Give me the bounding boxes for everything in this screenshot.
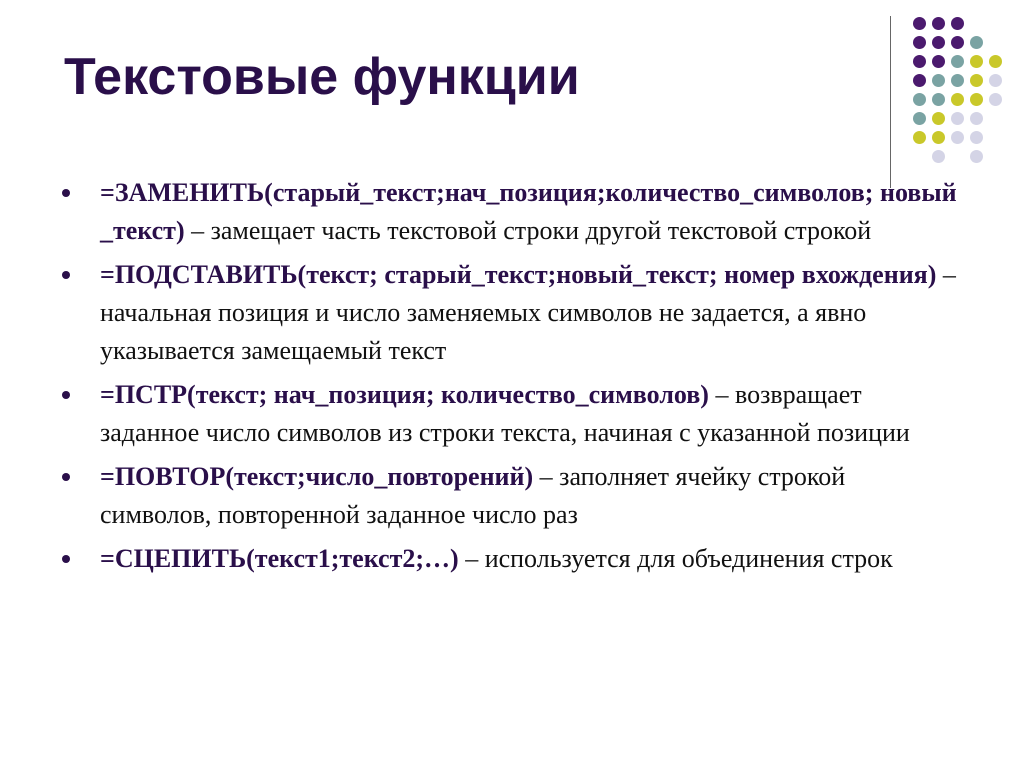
- dot: [951, 131, 964, 144]
- function-formula: =ЗАМЕНИТЬ(старый_текст;нач_позиция;количество_символов; новый_текст): [100, 178, 957, 245]
- dot: [989, 55, 1002, 68]
- bullet-item: [60, 540, 960, 578]
- dot: [913, 55, 926, 68]
- function-description: – возвращает заданное число символов из строки текста, начиная с указанной позиции: [100, 380, 910, 447]
- function-formula: =ПСТР(текст; нач_позиция; количество_символов): [100, 380, 709, 409]
- dot: [932, 93, 945, 106]
- dot: [951, 55, 964, 68]
- dot: [951, 93, 964, 106]
- dot: [951, 36, 964, 49]
- function-description: – заполняет ячейку строкой символов, повторенной заданное число раз: [100, 462, 846, 529]
- dot: [932, 55, 945, 68]
- decorative-divider-line: [890, 16, 891, 188]
- dot: [913, 131, 926, 144]
- dot: [970, 131, 983, 144]
- dot: [989, 93, 1002, 106]
- function-formula: =ПОДСТАВИТЬ(текст; старый_текст;новый_текст; номер вхождения): [100, 260, 937, 289]
- function-description: – начальная позиция и число заменяемых символов не задается, а явно указывается замещаемый текст: [100, 260, 956, 365]
- slide-title: Текстовые функции: [64, 48, 580, 106]
- bullet-list: [60, 174, 960, 584]
- dot: [932, 112, 945, 125]
- dot: [932, 36, 945, 49]
- bullet-item: [60, 174, 960, 250]
- function-formula: =СЦЕПИТЬ(текст1;текст2;…): [100, 544, 459, 573]
- dot: [970, 93, 983, 106]
- bullet-item: [60, 256, 960, 370]
- dot: [970, 112, 983, 125]
- dot: [913, 74, 926, 87]
- dot: [913, 112, 926, 125]
- bullet-marker: [62, 555, 70, 563]
- dot: [951, 112, 964, 125]
- dot: [951, 17, 964, 30]
- dot: [970, 36, 983, 49]
- function-description: – замещает часть текстовой строки другой текстовой строкой: [184, 216, 872, 245]
- dot: [970, 150, 983, 163]
- dot: [951, 74, 964, 87]
- dot: [913, 17, 926, 30]
- bullet-marker: [62, 473, 70, 481]
- bullet-marker: [62, 391, 70, 399]
- dot: [970, 74, 983, 87]
- bullet-item: [60, 458, 960, 534]
- dot: [913, 93, 926, 106]
- dot: [932, 17, 945, 30]
- dot: [932, 74, 945, 87]
- bullet-marker: [62, 189, 70, 197]
- bullet-item: [60, 376, 960, 452]
- dot: [989, 74, 1002, 87]
- dot: [970, 55, 983, 68]
- bullet-marker: [62, 271, 70, 279]
- dot: [913, 36, 926, 49]
- function-description: – используется для объединения строк: [458, 544, 893, 573]
- dot: [932, 131, 945, 144]
- dot: [932, 150, 945, 163]
- function-formula: =ПОВТОР(текст;число_повторений): [100, 462, 534, 491]
